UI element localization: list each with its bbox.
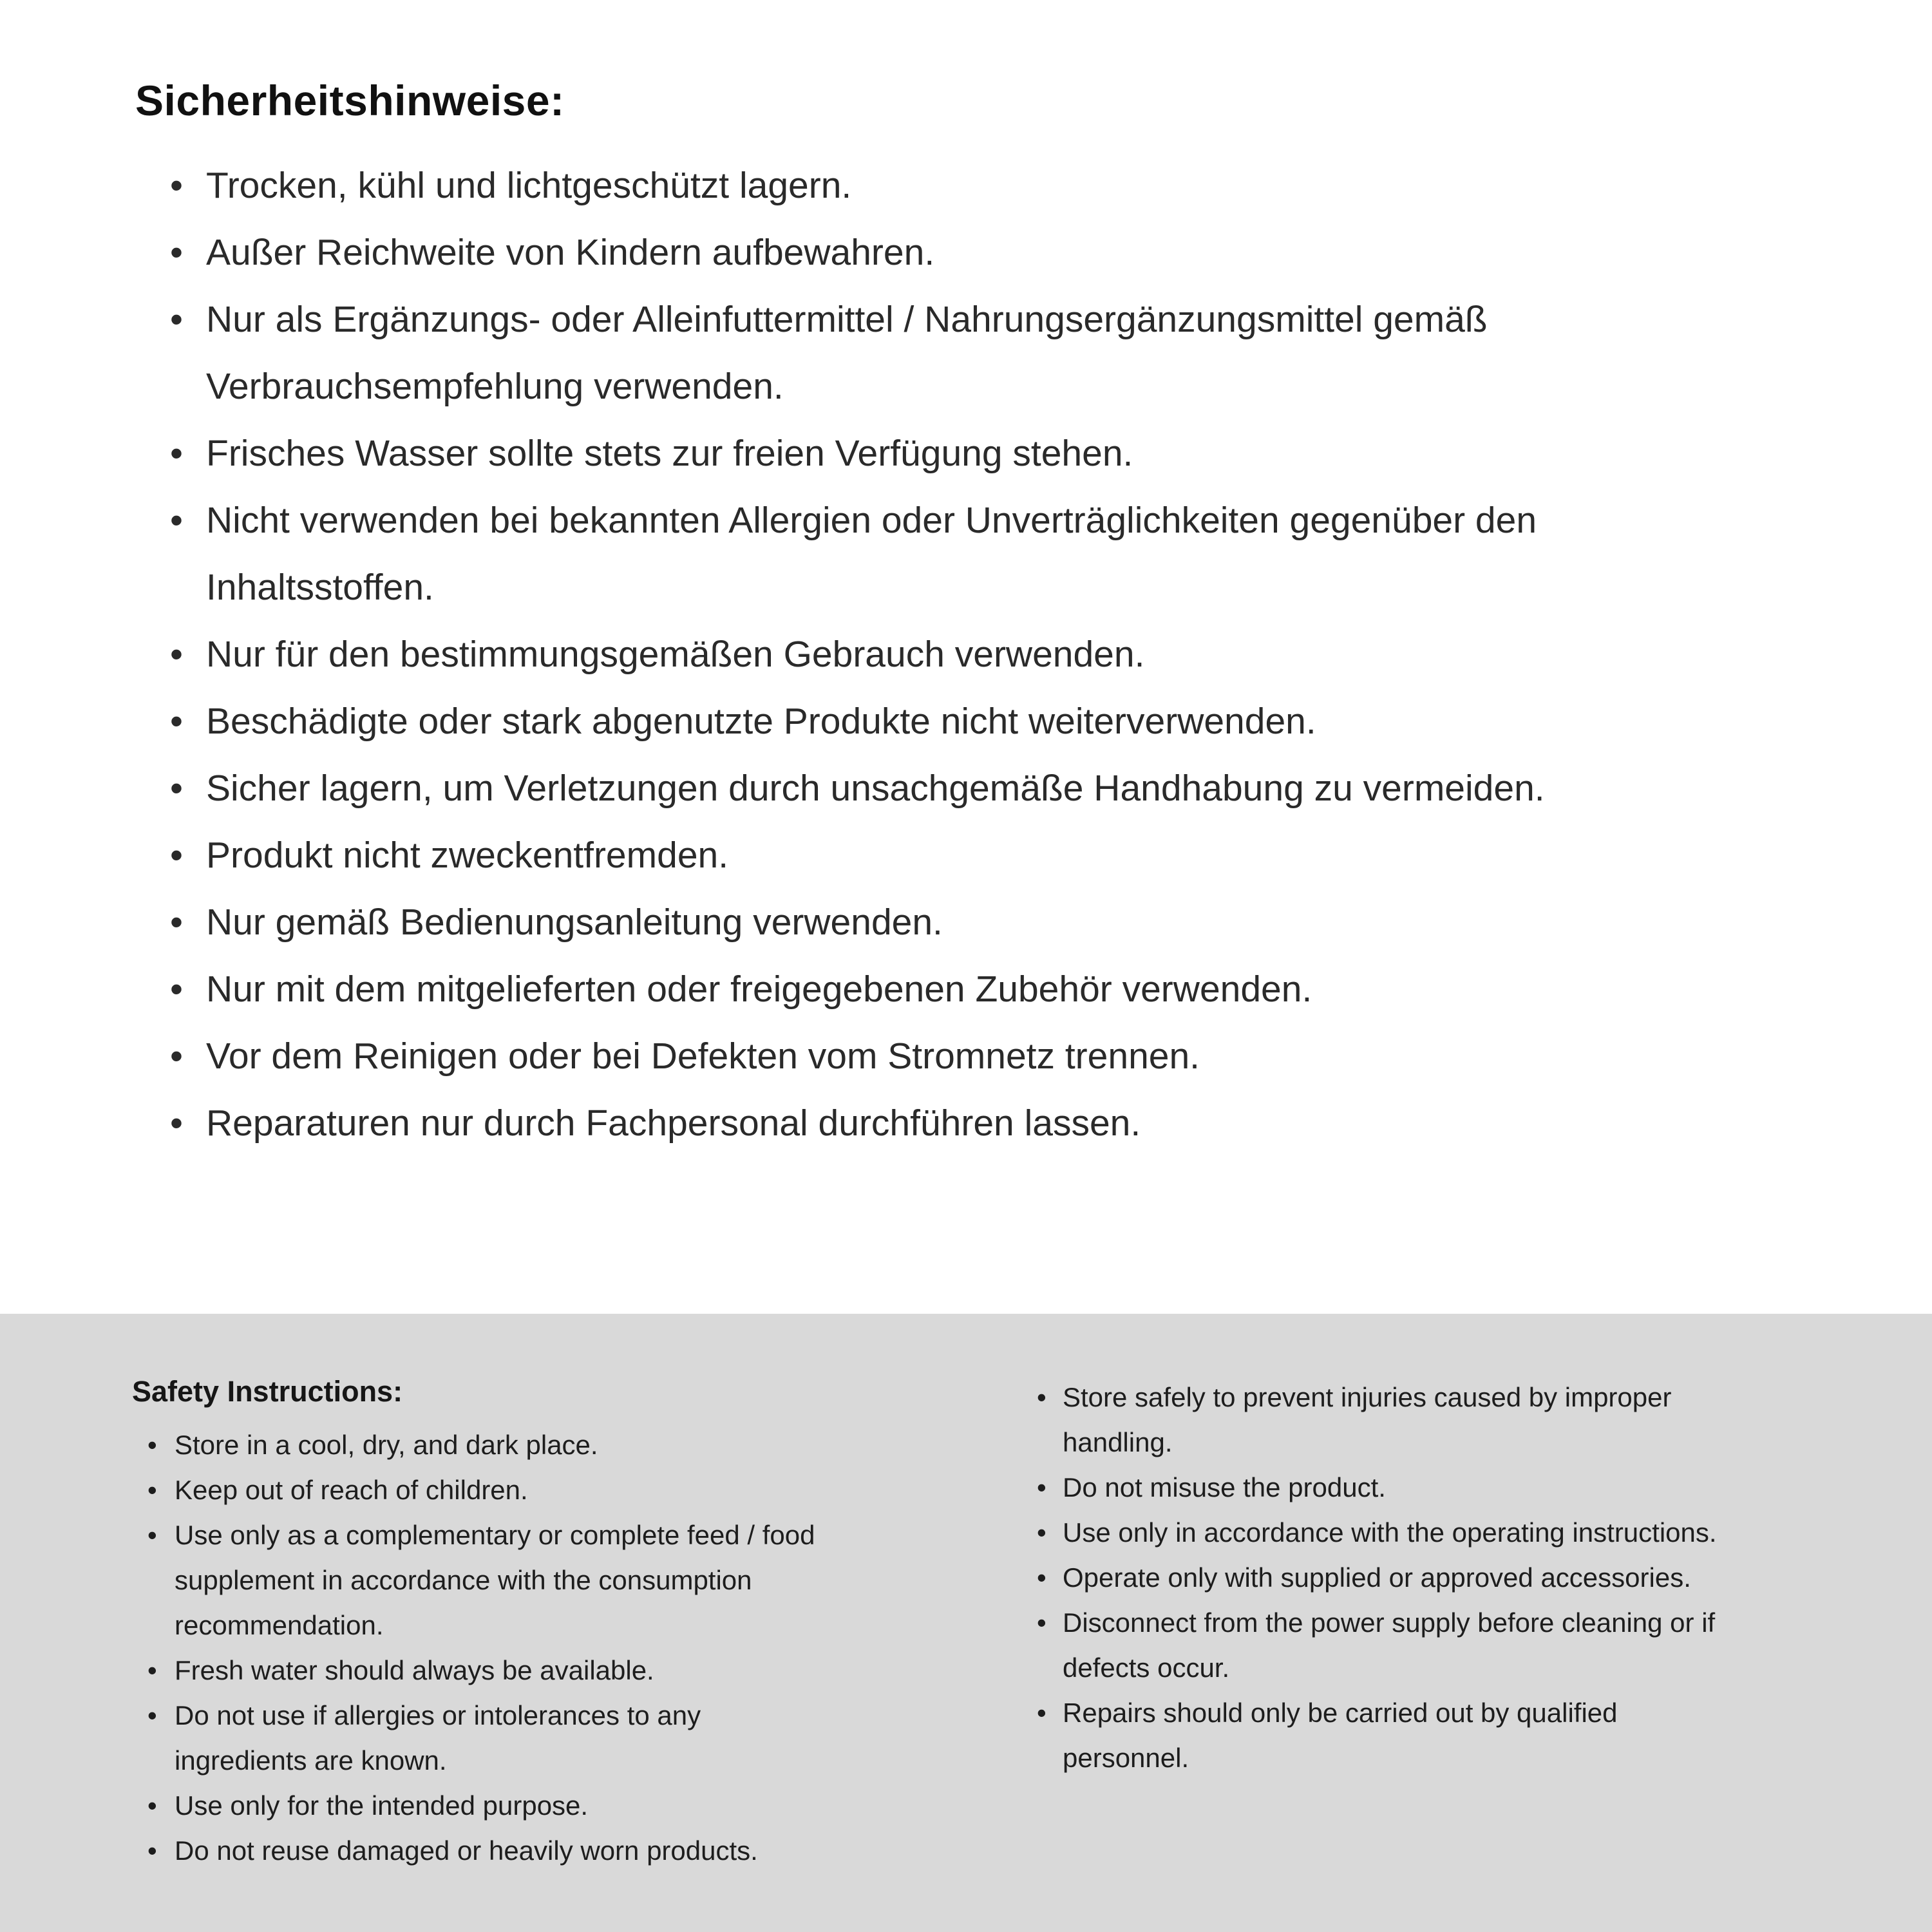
english-left-column [132,1375,840,1932]
list-item: • Vor dem Reinigen oder bei Defekten vom Stromnetz trennen. [135,1023,1546,1090]
list-item: • Außer Reichweite von Kindern aufbewahren. [135,219,1546,286]
list-item: • Nur für den bestimmungsgemäßen Gebrauch verwenden. [135,621,1546,688]
list-item: • Nur gemäß Bedienungsanleitung verwenden. [135,889,1546,956]
list-item: • Store safely to prevent injuries caused by improper handling. [1037,1375,1719,1465]
list-item: • Nicht verwenden bei bekannten Allergien oder Unverträglichkeiten gegenüber den Inhaltsstoffen. [135,487,1546,621]
list-item: • Do not use if allergies or intolerances to any ingredients are known. [132,1693,840,1783]
list-item: • Operate only with supplied or approved accessories. [1037,1555,1719,1600]
english-right-column [1037,1375,1719,1932]
list-item: • Fresh water should always be available. [132,1648,840,1693]
list-item: • Do not misuse the product. [1037,1465,1719,1510]
list-item: • Reparaturen nur durch Fachpersonal durchführen lassen. [135,1090,1546,1157]
list-item: • Repairs should only be carried out by qualified personnel. [1037,1690,1719,1781]
list-item: • Keep out of reach of children. [132,1468,840,1513]
english-safety-list-right [1037,1375,1719,1781]
list-item: • Disconnect from the power supply before cleaning or if defects occur. [1037,1600,1719,1690]
german-section-title: Sicherheitshinweise: [135,77,565,124]
english-safety-section [0,1314,1932,1932]
list-item: • Use only as a complementary or complete feed / food supplement in accordance with the consumption recommendation. [132,1513,840,1648]
list-item: • Beschädigte oder stark abgenutzte Produkte nicht weiterverwenden. [135,688,1546,755]
english-safety-list-left [132,1423,840,1873]
list-item: • Use only in accordance with the operating instructions. [1037,1510,1719,1555]
list-item: • Nur mit dem mitgelieferten oder freigegebenen Zubehör verwenden. [135,956,1546,1023]
list-item: • Use only for the intended purpose. [132,1783,840,1828]
english-section-title: Safety Instructions: [132,1375,403,1408]
list-item: • Nur als Ergänzungs- oder Alleinfuttermittel / Nahrungsergänzungsmittel gemäß Verbrauchsempfehlung verwenden. [135,286,1546,420]
list-item: • Trocken, kühl und lichtgeschützt lagern. [135,152,1546,219]
list-item: • Do not reuse damaged or heavily worn products. [132,1828,840,1873]
list-item: • Frisches Wasser sollte stets zur freien Verfügung stehen. [135,420,1546,487]
list-item: • Produkt nicht zweckentfremden. [135,822,1546,889]
list-item: • Store in a cool, dry, and dark place. [132,1423,840,1468]
german-safety-list [135,152,1546,1157]
list-item: • Sicher lagern, um Verletzungen durch unsachgemäße Handhabung zu vermeiden. [135,755,1546,822]
